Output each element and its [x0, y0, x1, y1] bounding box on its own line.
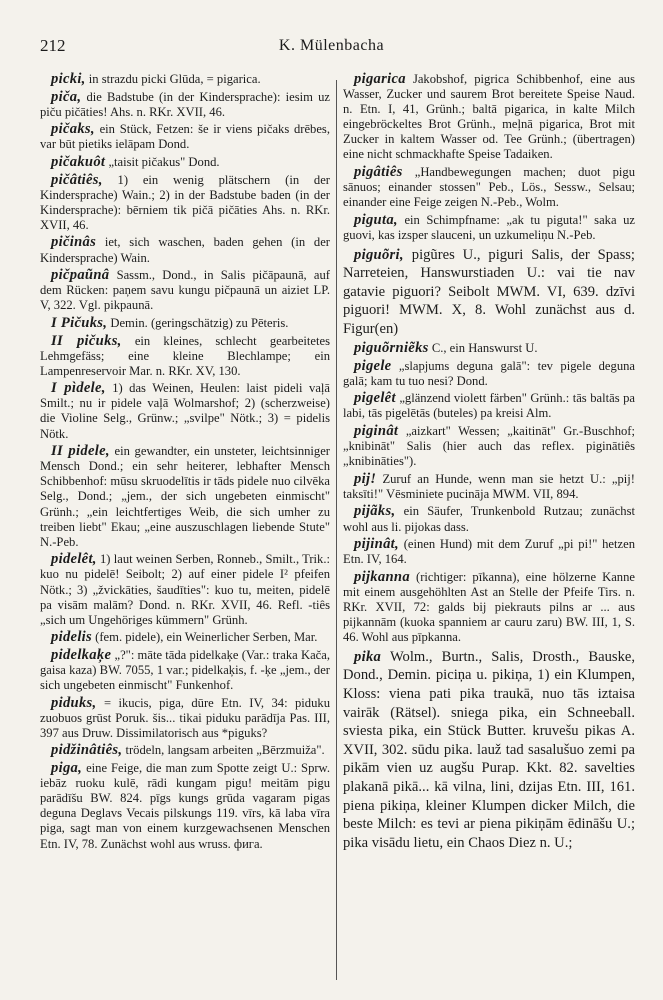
entry-body: (einen Hund) mit dem Zuruf „pi pi!" hetzen Etn. IV, 164.: [343, 537, 635, 567]
entry-body: ein Stück, Fetzen: še ir viens pičaks drēbes, var būt pietiks ielāpam Dond.: [40, 122, 330, 152]
dictionary-entry: [40, 630, 330, 645]
entry-headword: pijãks,: [354, 503, 396, 520]
entry-headword: pičpaũnâ: [51, 267, 110, 284]
dictionary-entry: [40, 743, 330, 758]
dictionary-entry: [40, 552, 330, 627]
entry-headword: piguta,: [354, 211, 398, 228]
running-title: K. Mülenbacha: [278, 37, 385, 54]
entry-body: Demin. (geringschätzig) zu Pēteris.: [110, 315, 289, 330]
dictionary-entry: [343, 424, 635, 469]
dictionary-entry: [343, 648, 635, 853]
dictionary-entry: [40, 761, 330, 852]
entry-headword: I Pičuks,: [51, 314, 108, 331]
entry-body: C., ein Hanswurst U.: [431, 341, 538, 355]
entry-headword: II pičuks,: [51, 332, 122, 349]
dictionary-entry: [40, 316, 330, 331]
right-column: [343, 72, 635, 982]
dictionary-entry: [343, 72, 635, 163]
entry-body: „?": māte tāda pidelkaķe (Var.: traka Kača, gaisa kaza) BW. 7055, 1 var.; pidelkaķis, f. -ķe „jem., der sich ungebeten einmischt" Funkenhof.: [40, 647, 330, 693]
entry-body: eine Feige, die man zum Spotte zeigt U.: Sprw. iebāz ruoku kulē, rādi kungam pigu! meitām pigu parādīšu BW. 824. pīgs kungs grūda vagaram pigas deguna Deglavs Vecais pilskungs 119. vīrs, kā laba vīra piga, sagt man von einem kurzgewachsenen Menschen Etn. IV, 78. Zunächst wohl aus wruss. фига.: [40, 761, 330, 851]
dictionary-entry: [343, 537, 635, 567]
entry-body: (richtiger: pīkanna), eine hölzerne Kanne mit einem ausgehöhlten Ast an Stelle der Pfeife Tirs. n. RKr. XVII, 72: galds bij piekrauts pilns ar ... aus pijkannām (kuoka spanniem ar cauru zaru) BW. III, 1, S. 46. Wohl aus pīpkanna.: [343, 569, 635, 645]
dictionary-entry: [343, 570, 635, 645]
entry-headword: pika: [354, 648, 382, 665]
column-divider: [336, 80, 337, 980]
entry-headword: piča,: [51, 88, 82, 105]
dictionary-entry: [343, 391, 635, 421]
entry-body: ein Säufer, Trunkenbold Rutzau; zunächst wohl aus li. pijokas dass.: [343, 504, 635, 534]
entry-headword: picki,: [51, 72, 86, 87]
entry-body: 1) das Weinen, Heulen: laist pideli vaļā Smilt.; nu ir pidele vaļā Wolmarshof; 2) (scherzweise) die Violine Selg., Grünw.; „svilpe" Nötk.; 3) = pidelis Nötk.: [40, 381, 330, 441]
entry-body: 1) laut weinen Serben, Ronneb., Smilt., Trik.: kuo nu pidelē! Seibolt; 2) auf einer pidele I² pfeifen Nötk.; 3) „žvickāties, šaudīties": kuo tu, meiten, pidelē pa visām malām? Dond. n. RKr. XVII, 46. Refl. -tiês „sich um Ungehöriges kümmern" Grünh.: [40, 552, 330, 627]
entry-headword: pičakuôt: [51, 153, 106, 170]
dictionary-entry: [40, 155, 330, 170]
dictionary-entry: [343, 341, 635, 356]
entry-headword: pičâtiês,: [51, 171, 103, 188]
entry-headword: pigâtiês: [354, 164, 403, 181]
entry-headword: pidelêt,: [51, 551, 97, 568]
entry-headword: pidžinâtiês,: [51, 742, 123, 759]
entry-body: ein gewandter, ein unsteter, leichtsinniger Mensch Dond.; ein sehr heiterer, lebhafter Mensch Schibbenhof: mūsu skruodelītis ir tāds pidele nuo cilvēka Selg., Dond.; „jem., der sich ungebeten einmischt" Grünh.; „ein leichtfertiges Weib, die sich umher zu treiben liebt" Ekau; „eine auszuschlagen liebende Stute" N.-Peb.: [40, 444, 330, 549]
entry-headword: piguõri,: [354, 246, 404, 263]
entry-body: iet, sich waschen, baden gehen (in der Kindersprache) Wain.: [40, 235, 330, 265]
entry-headword: pigarica: [354, 72, 406, 87]
dictionary-entry: [40, 90, 330, 120]
entry-headword: piginât: [354, 422, 399, 439]
entry-headword: pičinâs: [51, 234, 97, 251]
dictionary-entry: [40, 268, 330, 313]
dictionary-entry: [40, 696, 330, 741]
entry-body: Sassm., Dond., in Salis pičāpaunā, auf dem Rücken: paņem savu kungu pičpaunā un aiziet LP. V, 322. Vgl. pikpaunā.: [40, 268, 330, 313]
dictionary-entry: [343, 472, 635, 502]
entry-body: „aizkart" Wessen; „kaitināt" Gr.-Buschhof; „knibināt" Salis (hier auch das reflex. piginātiês „knibināties").: [343, 423, 635, 469]
left-column: [40, 72, 330, 982]
dictionary-entry: [343, 213, 635, 243]
entry-body: die Badstube (in der Kindersprache): iesim uz piču pičāties! Ahs. n. RKr. XVII, 46.: [40, 89, 330, 119]
entry-body: „glänzend violett färben" Grünh.: tās baltās pa labi, tās pigelētās (buteles) pa kreisi Alm.: [343, 391, 635, 421]
entry-headword: pijkanna: [354, 568, 410, 585]
entry-headword: I pìdele,: [51, 380, 106, 397]
entry-body: „Handbewegungen machen; duot pigu sānuos; einander stossen" Peb., Lös., Sessw., Selsau; einander eine Feige zeigen N.-Peb., Wolm.: [343, 165, 635, 210]
entry-body: ein Schimpfname: „ak tu piguta!" saka uz guovi, kas izsper slauceni, un uzkumeliņu N.-Peb.: [343, 212, 635, 242]
dictionary-entry: [40, 444, 330, 550]
entry-headword: pidelis: [51, 629, 93, 646]
entry-body: = ikucis, piga, dūre Etn. IV, 34: piduku zuobuos grūst Poruk. šis... tikai piduku parādīja Pas. III, 397 aus Druw. Dissimilatorisch aus *piguks?: [40, 695, 330, 740]
entry-body: Wolm., Burtn., Salis, Drosth., Bauske, Dond., Demin. piciņa u. pikiņa, 1) ein Klumpen, Kloss: viena pati pika traukā, nuo tās iztaisa vairāk (Rätsel). sniega pika, ein Schneeball. sviesta pika, ein Stück Butter. kruvešu pikas A. XVII, 302. sūdu pika. lauž tad sasalušuo zemi pa pikām vien uz augšu Purap. Kkt. 82. savelties plakanā pikā... kā vilna, lini, dzijas Etn. III, 161. piena pikiņa, kleiner Klumpen dicker Milch, die beste Milch: es tevi ar piena pikiņām ēdināšu U.; pika visādu lietu, ein Chaos Diez n. U.;: [343, 648, 635, 851]
page-header: [40, 36, 623, 58]
entry-body: trödeln, langsam arbeiten „Bērzmuiža".: [125, 743, 325, 758]
entry-headword: piduks,: [51, 694, 97, 711]
dictionary-entry: [40, 72, 330, 87]
entry-body: ein kleines, schlecht gearbeitetes Lehmgefäss; eine kleine Blechlampe; ein Lampenreservoir Mar. n. RKr. XV, 130.: [40, 333, 330, 378]
entry-body: „taisit pičakus" Dond.: [108, 154, 220, 169]
dictionary-entry: [343, 359, 635, 389]
entry-headword: pičaks,: [51, 121, 95, 138]
entry-headword: II pidele,: [51, 443, 110, 460]
dictionary-entry: [343, 165, 635, 210]
dictionary-entry: [40, 381, 330, 441]
entry-body: in strazdu picki Glūda, = pigarica.: [88, 72, 261, 86]
entry-headword: pij!: [354, 470, 377, 487]
dictionary-entry: [40, 235, 330, 265]
dictionary-entry: [343, 504, 635, 534]
entry-headword: pidelkaķe: [51, 646, 112, 663]
entry-body: 1) ein wenig plätschern (in der Kindersprache) Wain.; 2) in der Badstube baden (in der Kindersprache): bērniem tik pičā pičāties Ahs. n. RKr. XVII, 46.: [40, 172, 330, 232]
entry-body: Jakobshof, pigrica Schibbenhof, eine aus Wasser, Zucker und saurem Brot bereitete Speise Naud. n. Etn. I, 41, Grünh.; baltā pigarica, in kalte Milch eingebröckeltes Brot Grünh., meļnā pigarica, Brot mit Zucker in kaltem Wasser od. Tee Grünh.; (übertragen) eine nicht schmackhafte Speise Tadaiken.: [343, 72, 635, 162]
dictionary-entry: [343, 246, 635, 339]
page-number: 212: [40, 36, 66, 55]
dictionary-entry: [40, 648, 330, 693]
entry-headword: pigelêt: [354, 390, 396, 407]
entry-body: „slapjums deguna galā": tev pigele deguna galā; kam tu tuo nesi? Dond.: [343, 358, 635, 388]
dictionary-entry: [40, 122, 330, 152]
entry-headword: pigele: [354, 357, 392, 374]
entry-body: (fem. pidele), ein Weinerlicher Serben, Mar.: [95, 630, 318, 645]
entry-body: Zuruf an Hunde, wenn man sie hetzt U.: „pij! taksīti!" Vēsminiete pucināja MWM. VII, 894.: [343, 471, 635, 501]
entry-headword: piguõrniẽks: [354, 340, 429, 356]
entry-headword: pijinât,: [354, 536, 399, 553]
entry-body: pigũres U., piguri Salis, der Spass; Narreteien, Hanswurstiaden U.: vai tie nav gatavie piguori? Seibolt MWM. VI, 639. dzīvi piguori! MWM. X, 8. Wohl zunächst aus d. Figur(en): [343, 246, 635, 337]
dictionary-entry: [40, 173, 330, 233]
entry-headword: piga,: [51, 760, 83, 777]
dictionary-entry: [40, 334, 330, 379]
